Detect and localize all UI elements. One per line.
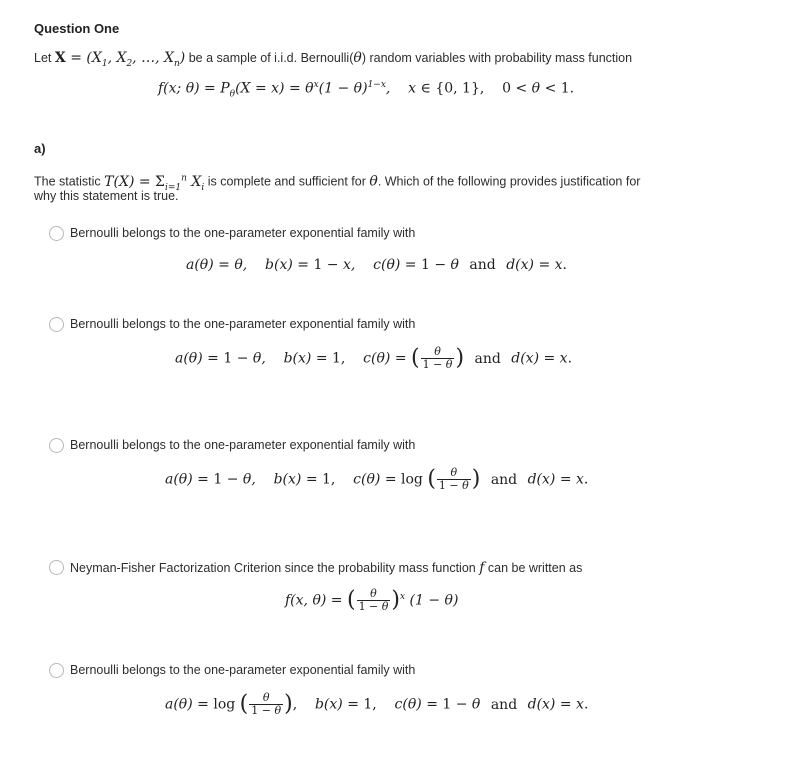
option-d-label: Neyman-Fisher Factorization Criterion since the probability mass function f can be written as (70, 560, 583, 576)
option-e-formula: a(θ) = log ( $\frac{\theta}{1 - \theta}$ ), b(x) = 1, c(θ) = 1 − θ and d(x) = x. (165, 691, 589, 717)
option-c-label: Bernoulli belongs to the one-parameter exponential family with (70, 438, 416, 452)
option-b-label: Bernoulli belongs to the one-parameter exponential family with (70, 317, 416, 331)
intro-prefix: Let (34, 51, 52, 65)
option-b-radio[interactable] (49, 317, 64, 332)
statement-prefix: The statistic (34, 174, 101, 189)
question-intro (34, 49, 632, 73)
option-c-formula: a(θ) = 1 − θ, b(x) = 1, c(θ) = log ( $\frac{\theta}{1 - \theta}$ ) and d(x) = x. (165, 466, 589, 492)
intro-suffix2: ) random variables with probability mass function (361, 51, 633, 65)
option-d-radio[interactable] (49, 560, 64, 575)
option-a-radio[interactable] (49, 226, 64, 241)
pmf-formula: f(x; $\theta) = P_\theta(X = x) = \theta^x(1 - \theta)^{1-x}$, x ∈ {0, 1}, 0 < θ < 1. (158, 80, 575, 100)
option-b-formula: a(θ) = 1 − θ, b(x) = 1, c(θ) = ( $\frac{\theta}{1 - \theta}$ ) and d(x) = x. (175, 345, 573, 371)
statistic-math: $T(X) = \Sigma_{i=1}^n$ $X_i$ (104, 173, 205, 193)
statement-end: . Which of the following provides justification for (377, 174, 641, 189)
statement-line2: why this statement is true. (34, 189, 179, 203)
option-d-formula: f(x, θ) = ( $\frac{\theta}{1 - \theta}$ )$^x$ (1 − θ) (285, 587, 459, 613)
option-a-formula: a(θ) = θ, b(x) = 1 − x, c(θ) = 1 − θ and d(x) = x. (186, 257, 567, 273)
part-label: a) (34, 141, 46, 156)
option-c-radio[interactable] (49, 438, 64, 453)
statement-suffix: is complete and sufficient for (207, 174, 366, 189)
intro-suffix: be a sample of i.i.d. Bernoulli( (188, 51, 354, 65)
option-a-label: Bernoulli belongs to the one-parameter exponential family with (70, 226, 416, 240)
question-title: Question One (34, 21, 120, 36)
theta-math: θ (353, 50, 362, 66)
theta-math-2: θ (369, 173, 378, 190)
option-e-label: Bernoulli belongs to the one-parameter exponential family with (70, 663, 416, 677)
sample-vector-math: $X = (X_1$, $X_2$, …, $X_n$) (54, 50, 186, 69)
option-e-radio[interactable] (49, 663, 64, 678)
